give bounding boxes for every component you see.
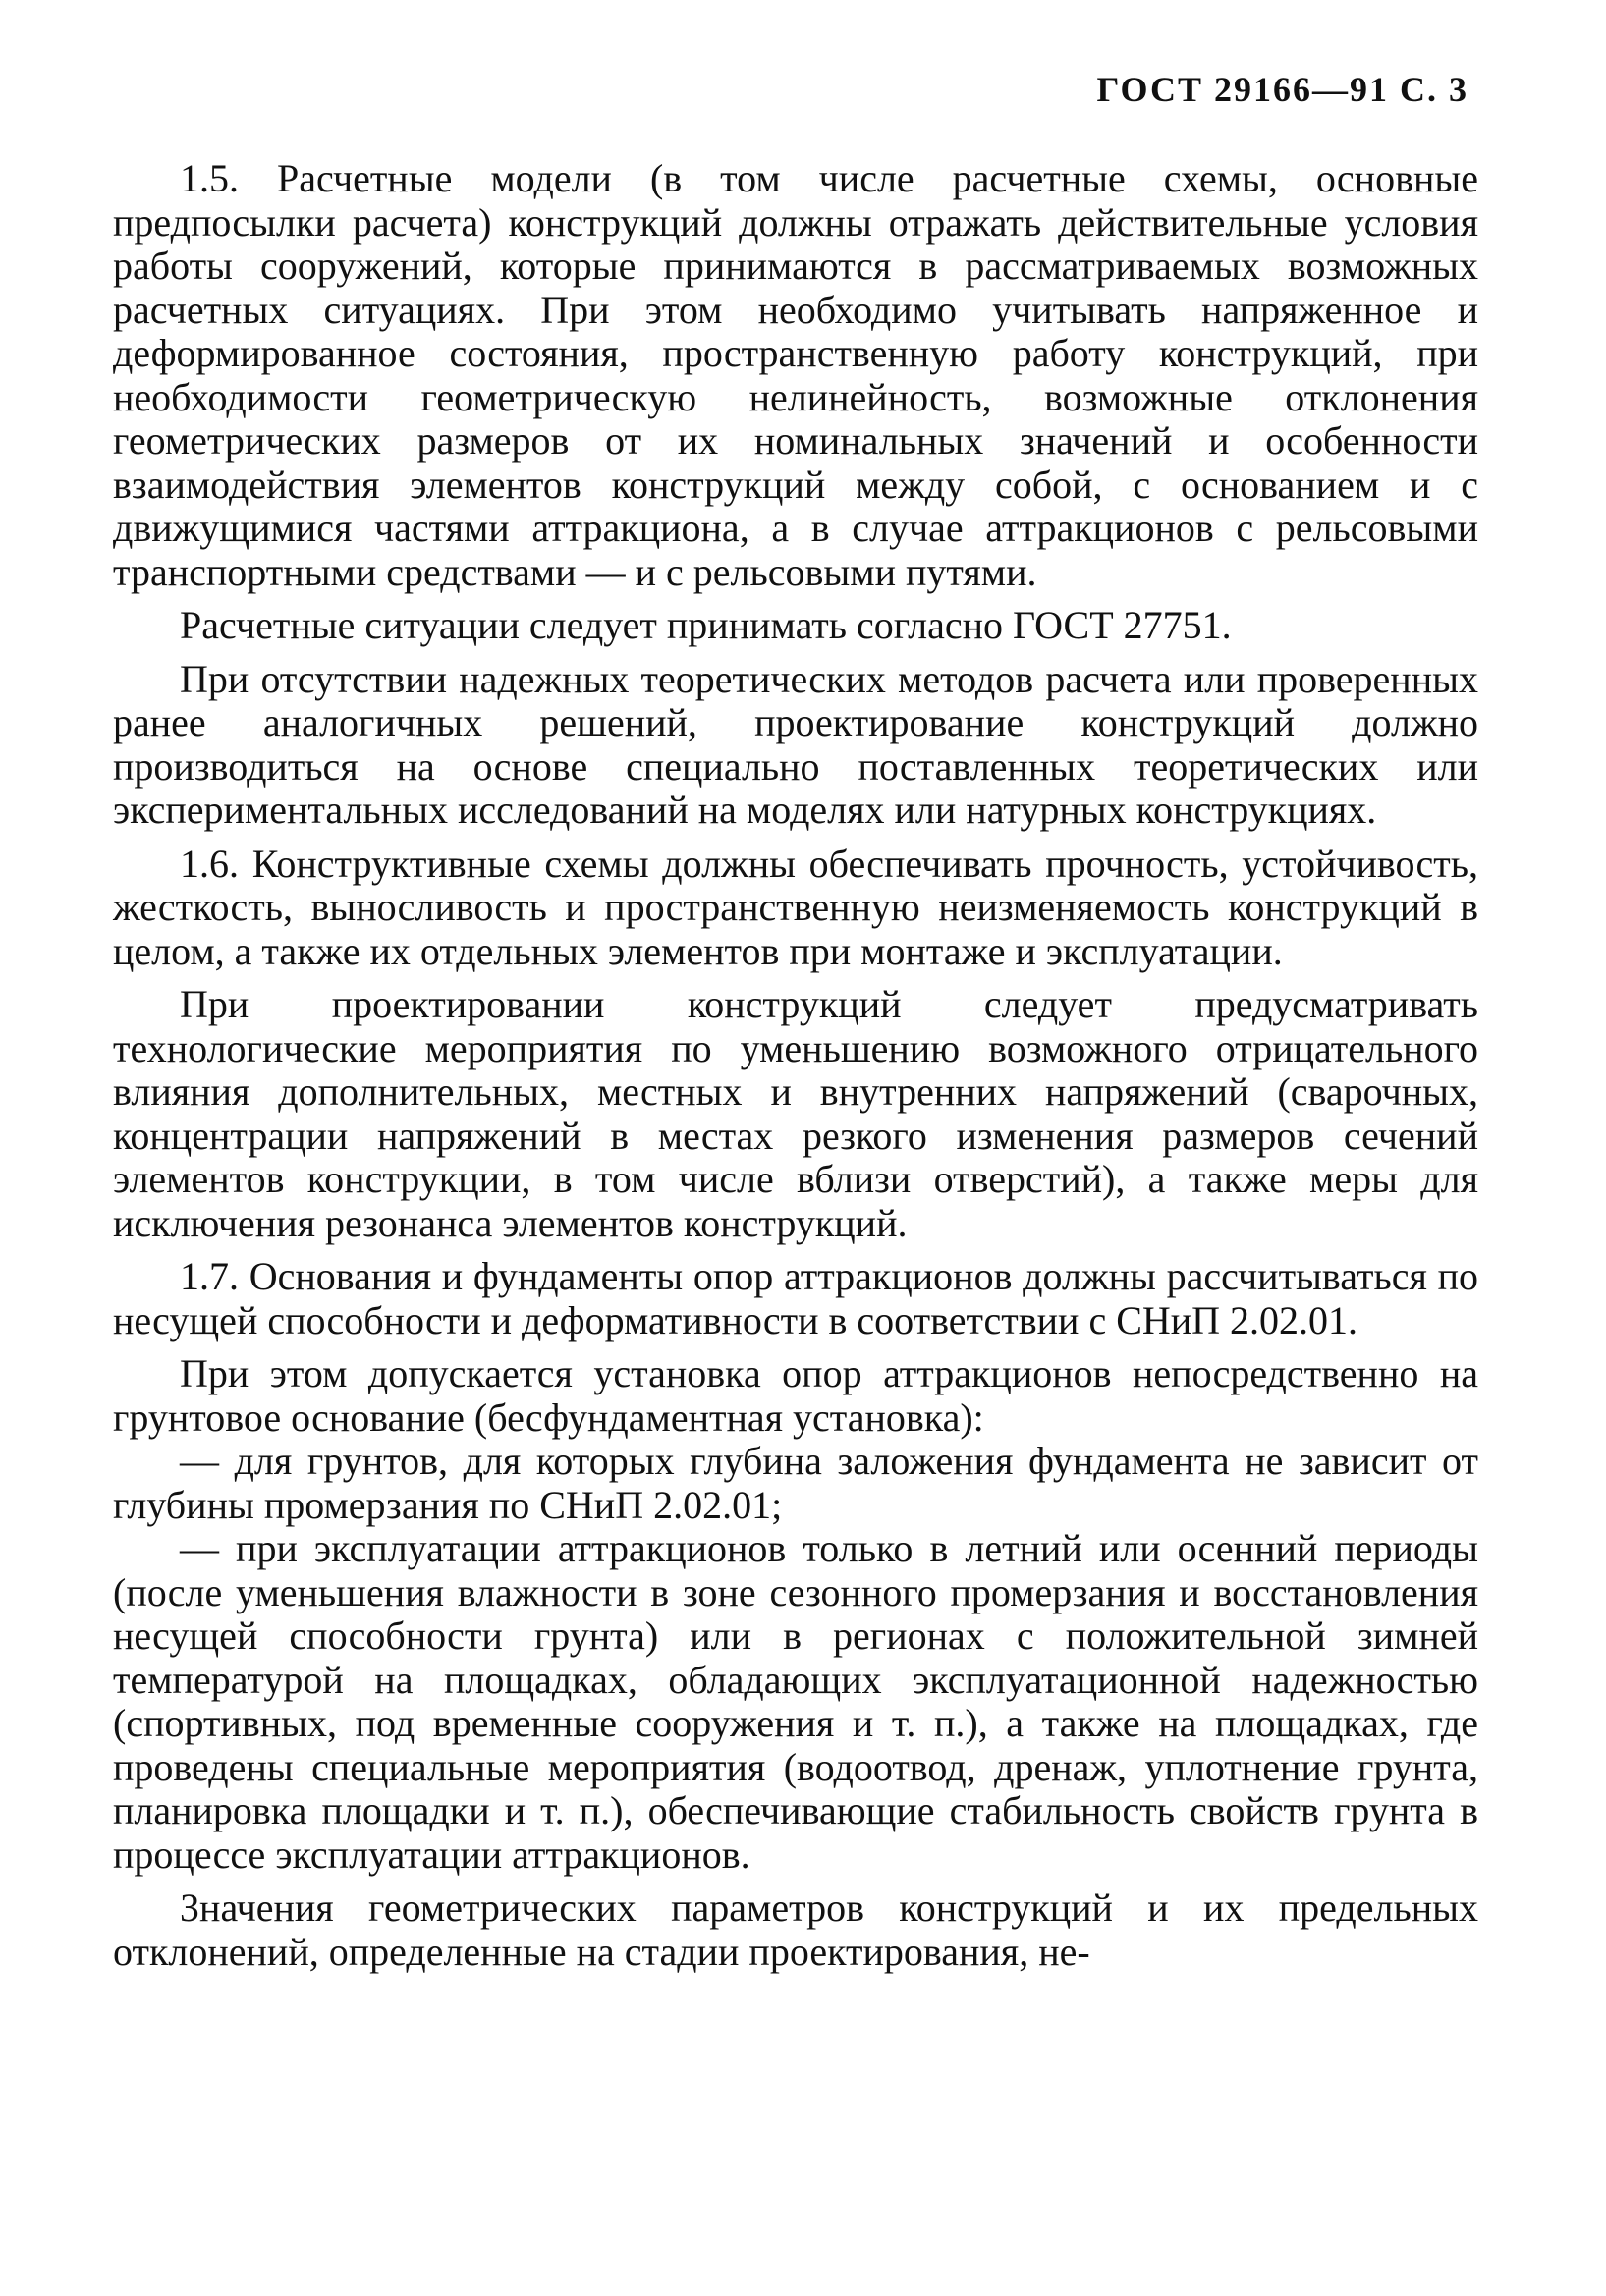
paragraph-situations: Расчетные ситуации следует принимать согласно ГОСТ 27751.	[180, 603, 1232, 647]
page-header: ГОСТ 29166—91 С. 3	[1096, 70, 1468, 109]
paragraph-technology: При проектировании конструкций следует предусматривать технологические мероприятия по уменьшению возможного отрицательного влияния дополнительных, местных и внутренних напряжений (сварочных, концентрации напряжений в местах резкого изменения размеров сечений элементов конструкции, в том числе вблизи отверстий), а также меры для исключения резонанса элементов конструкций.	[113, 982, 1478, 1245]
paragraph-geometric-values: Значения геометрических параметров конструкций и их предельных отклонений, определенные на стадии проектирования, не-	[113, 1886, 1478, 1974]
paragraph-1-5: 1.5. Расчетные модели (в том числе расчетные схемы, основные предпосылки расчета) конструкций должны отражать действительные условия работы сооружений, которые принимаются в рассматриваемых возможных расчетных ситуациях. При этом необходимо учитывать напряженное и деформированное состояния, пространственную работу конструкций, при необходимости геометрическую нелинейность, возможные отклонения геометрических размеров от их номинальных значений и особенности взаимодействия элементов конструкций между собой, с основанием и с движущимися частями аттракциона, а в случае аттракционов с рельсовыми транспортными средствами — и с рельсовыми путями.	[113, 156, 1478, 594]
paragraph-no-methods: При отсутствии надежных теоретических методов расчета или проверенных ранее аналогичных решений, проектирование конструкций должно производиться на основе специально поставленных теоретических или экспериментальных исследований на моделях или натурных конструкциях.	[113, 656, 1478, 832]
paragraph-1-7: 1.7. Основания и фундаменты опор аттракционов должны рассчитываться по несущей способности и деформативности в соответствии с СНиП 2.02.01.	[113, 1254, 1478, 1342]
paragraph-1-6: 1.6. Конструктивные схемы должны обеспечивать прочность, устойчивость, жесткость, выносливость и пространственную неизменяемость конструкций в целом, а также их отдельных элементов при монтаже и эксплуатации.	[113, 841, 1478, 973]
document-body	[113, 157, 1478, 1974]
list-item-soils: — для грунтов, для которых глубина заложения фундамента не зависит от глубины промерзания по СНиП 2.02.01;	[113, 1439, 1478, 1527]
list-item-seasonal: — при эксплуатации аттракционов только в летний или осенний периоды (после уменьшения влажности в зоне сезонного промерзания и восстановления несущей способности грунта) или в регионах с положительной зимней температурой на площадках, обладающих эксплуатационной надежностью (спортивных, под временные сооружения и т. п.), а также на площадках, где проведены специальные мероприятия (водоотвод, дренаж, уплотнение грунта, планировка площадки и т. п.), обеспечивающие стабильность свойств грунта в процессе эксплуатации аттракционов.	[113, 1526, 1478, 1877]
paragraph-allowed: При этом допускается установка опор аттракционов непосредственно на грунтовое основание (бесфундаментная установка):	[113, 1351, 1478, 1440]
